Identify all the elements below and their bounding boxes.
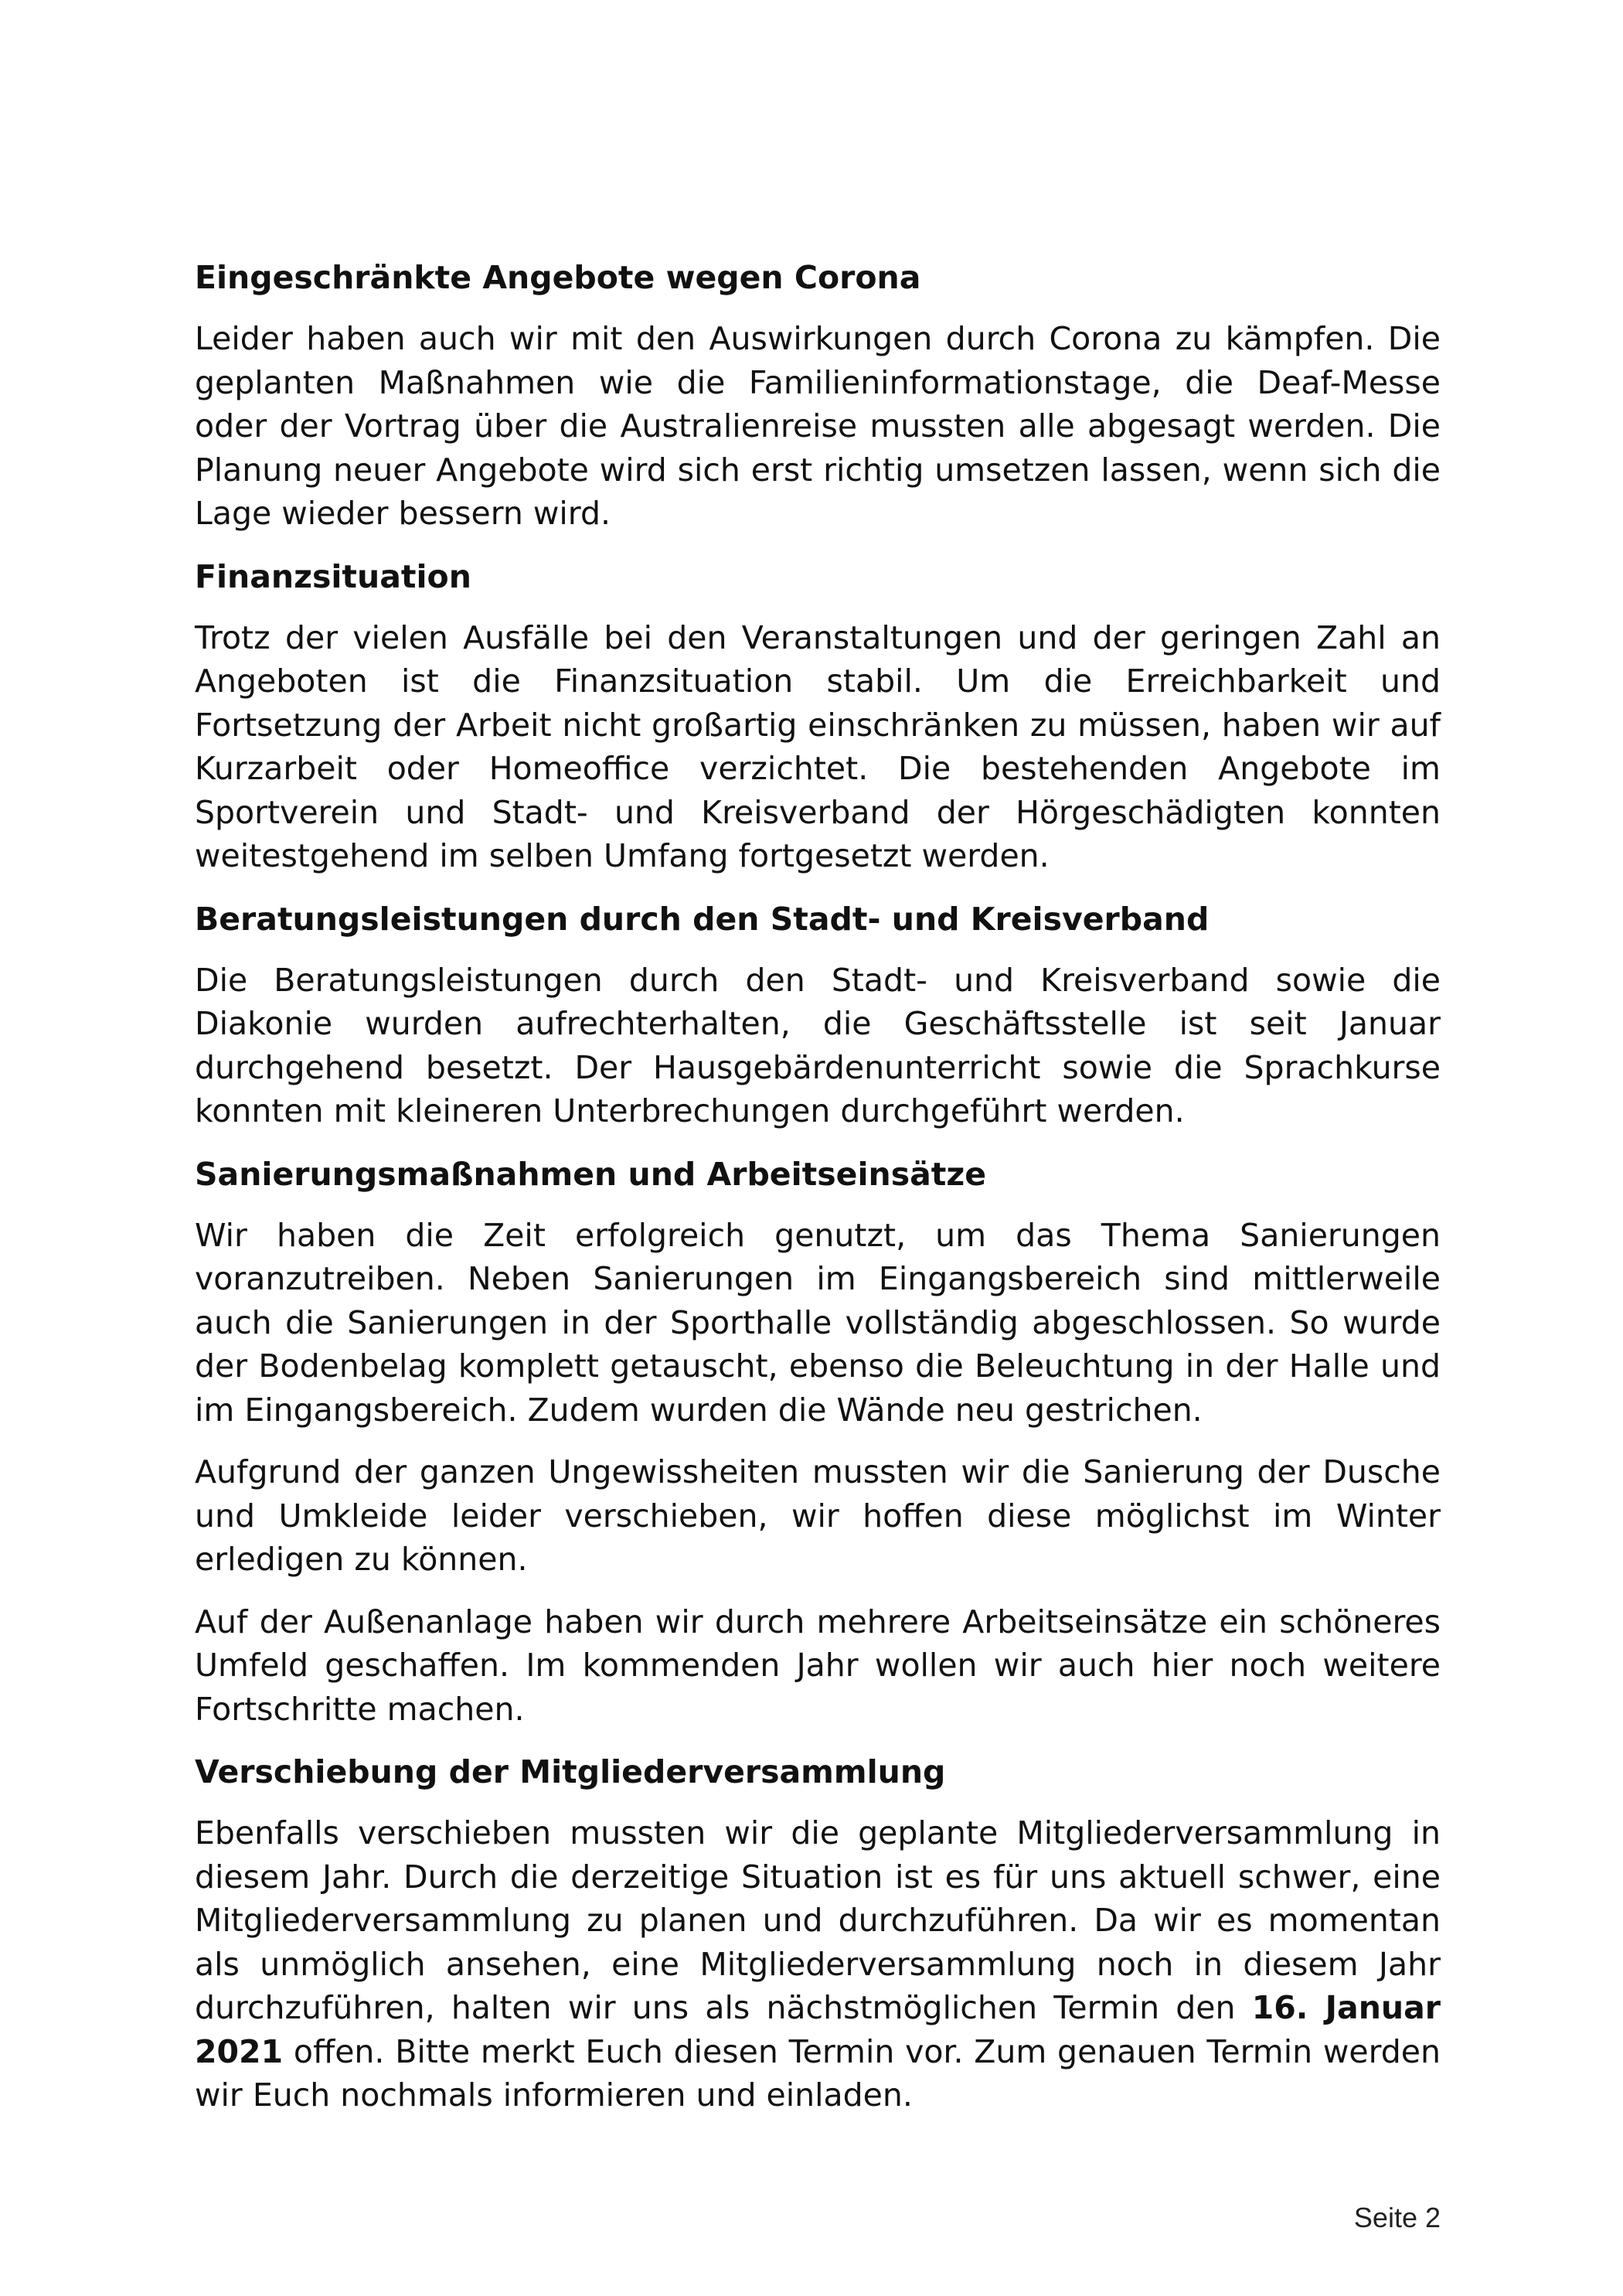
meeting-date: 16. Januar 2021 [195,1989,1441,2070]
paragraph-sanierung-1: Wir haben die Zeit erfolgreich genutzt, um das Thema Sanierungen voranzutreiben. Neben Sanierungen im Eingangsbereich sind mittlerweile auch die Sanierungen in der Sporthalle vollständig abgeschlossen. So wurde der Bodenbelag komplett getauscht, ebenso die Beleuchtung in der Halle und im Eingangsbereich. Zudem wurden die Wände neu gestrichen. [195,1216,1441,1429]
document-page [195,255,1441,2136]
paragraph-sanierung-2: Aufgrund der ganzen Ungewissheiten mussten wir die Sanierung der Dusche und Umkleide leider verschieben, wir hoffen diese möglichst im Winter erledigen zu können. [195,1453,1441,1578]
section-beratung [195,897,1441,1133]
heading-beratung: Beratungsleistungen durch den Stadt- und Kreisverband [195,900,1210,938]
paragraph-text-before-date: Ebenfalls verschieben mussten wir die geplante Mitgliederversammlung in diesem Jahr. Durch die derzeitige Situation ist es für uns aktuell schwer, eine Mitgliederversammlung zu planen und durchzuführen. Da wir es momentan als unmöglich ansehen, eine Mitgliederversammlung noch in diesem Jahr durchzuführen, halten wir uns als nächstmöglichen Termin den [195,1814,1441,2026]
heading-finanzen: Finanzsituation [195,557,471,595]
section-mitgliederversammlung [195,1749,1441,2117]
paragraph-beratung: Die Beratungsleistungen durch den Stadt- und Kreisverband sowie die Diakonie wurden aufrechterhalten, die Geschäftsstelle ist seit Januar durchgehend besetzt. Der Hausgebärdenunterricht sowie die Sprachkurse konnten mit kleineren Unterbrechungen durchgeführt werden. [195,961,1441,1129]
heading-corona: Eingeschränkte Angebote wegen Corona [195,259,921,296]
paragraph-sanierung-3: Auf der Außenanlage haben wir durch mehrere Arbeitseinsätze ein schöneres Umfeld geschaffen. Im kommenden Jahr wollen wir auch hier noch weitere Fortschritte machen. [195,1603,1441,1728]
paragraph-mitgliederversammlung [195,1811,1441,2117]
heading-sanierung: Sanierungsmaßnahmen und Arbeitseinsätze [195,1155,987,1193]
page-number: Seite 2 [1353,2202,1441,2233]
section-sanierung [195,1152,1441,1732]
section-finanzen [195,554,1441,878]
section-corona [195,255,1441,536]
paragraph-text-after-date: offen. Bitte merkt Euch diesen Termin vor. Zum genauen Termin werden wir Euch nochmals informieren und einladen. [195,2032,1441,2114]
paragraph-finanzen: Trotz der vielen Ausfälle bei den Veranstaltungen und der geringen Zahl an Angeboten ist die Finanzsituation stabil. Um die Erreichbarkeit und Fortsetzung der Arbeit nicht großartig einschränken zu müssen, haben wir auf Kurzarbeit oder Homeoffice verzichtet. Die bestehenden Angebote im Sportverein und Stadt- und Kreisverband der Hörgeschädigten konnten weitestgehend im selben Umfang fortgesetzt werden. [195,618,1441,874]
heading-mitgliederversammlung: Verschiebung der Mitgliederversammlung [195,1753,946,1790]
paragraph-corona: Leider haben auch wir mit den Auswirkungen durch Corona zu kämpfen. Die geplanten Maßnahmen wie die Familieninformationstage, die Deaf-Messe oder der Vortrag über die Australienreise mussten alle abgesagt werden. Die Planung neuer Angebote wird sich erst richtig umsetzen lassen, wenn sich die Lage wieder bessern wird. [195,320,1441,532]
